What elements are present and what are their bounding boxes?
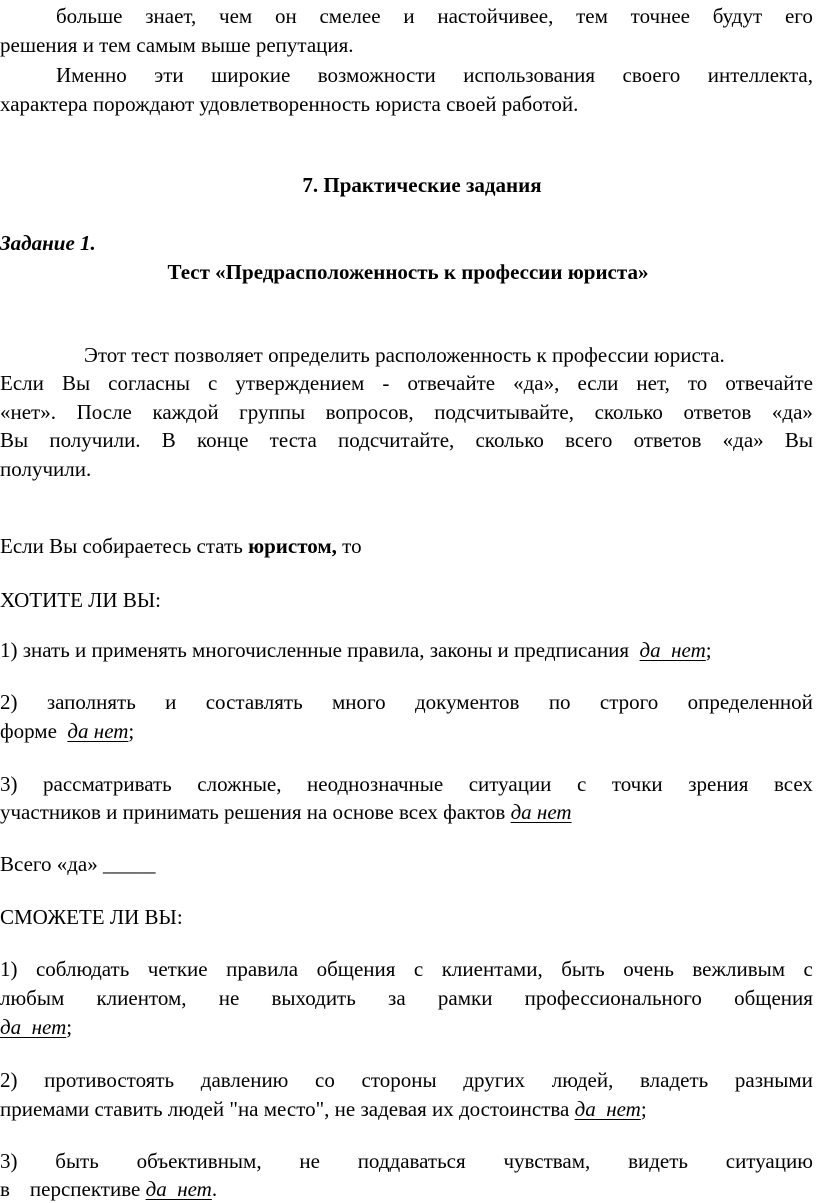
word: объективным, bbox=[136, 1149, 262, 1173]
word: смелее bbox=[319, 4, 381, 28]
lead-bold: юристом, bbox=[248, 534, 337, 558]
word: После bbox=[76, 400, 132, 424]
test-title: Тест «Предрасположенность к профессии юриста» bbox=[167, 260, 649, 284]
word: 3) bbox=[0, 772, 18, 796]
lead-after: то bbox=[336, 534, 362, 558]
word: определенной bbox=[687, 690, 813, 714]
intro-line-4: характера порождают удовлетворенность юриста своей работой. bbox=[0, 92, 579, 116]
instructions-line-1: Этот тест позволяет определить расположенность к профессии юриста. bbox=[84, 343, 725, 367]
question-text: участников и принимать решения на основе всех фактов bbox=[0, 800, 506, 824]
group1-question-3-line-1 bbox=[0, 770, 813, 798]
word: общения bbox=[316, 957, 396, 981]
group2-question-1-line-1 bbox=[0, 955, 813, 983]
word: Если bbox=[0, 371, 44, 395]
word: общения bbox=[734, 986, 813, 1010]
word: Именно bbox=[56, 63, 127, 87]
word: с bbox=[413, 957, 424, 981]
word: использования bbox=[463, 63, 596, 87]
question-text: 1) знать и применять многочисленные правила, законы и предписания bbox=[0, 638, 630, 662]
word: за bbox=[388, 986, 406, 1010]
word: 1) bbox=[0, 957, 18, 981]
punctuation: ; bbox=[640, 1097, 647, 1121]
word: конце bbox=[197, 428, 249, 452]
word: подсчитывайте, bbox=[434, 400, 574, 424]
word: больше bbox=[56, 4, 123, 28]
group2-heading: СМОЖЕТЕ ЛИ ВЫ: bbox=[0, 905, 183, 929]
group1-question-2-line-1 bbox=[0, 688, 813, 716]
group1-heading: ХОТИТЕ ЛИ ВЫ: bbox=[0, 588, 161, 612]
word: противостоять bbox=[44, 1068, 175, 1092]
task-label: Задание 1. bbox=[0, 231, 96, 255]
word: 2) bbox=[0, 1068, 18, 1092]
answer-options[interactable]: да нет bbox=[639, 638, 706, 662]
word: «нет». bbox=[0, 400, 56, 424]
word: утверждением bbox=[235, 371, 365, 395]
word: интеллекта, bbox=[707, 63, 813, 87]
word: 2) bbox=[0, 690, 18, 714]
word: вежливым bbox=[692, 957, 786, 981]
word: строго bbox=[599, 690, 659, 714]
word: давлению bbox=[200, 1068, 289, 1092]
word: возможности bbox=[317, 63, 436, 87]
word: своего bbox=[622, 63, 681, 87]
word: вопросов, bbox=[325, 400, 414, 424]
instructions-line-3 bbox=[0, 398, 813, 426]
word: рассматривать bbox=[43, 772, 172, 796]
word: не bbox=[218, 986, 240, 1010]
punctuation: ; bbox=[705, 638, 712, 662]
word: правила bbox=[226, 957, 299, 981]
word: документов bbox=[414, 690, 520, 714]
punctuation: ; bbox=[66, 1015, 73, 1039]
word: любым bbox=[0, 986, 65, 1010]
word: и bbox=[403, 4, 415, 28]
word: точки bbox=[611, 772, 663, 796]
group1-question-1 bbox=[0, 636, 816, 664]
group2-question-1-line-2 bbox=[0, 984, 813, 1012]
word: настойчивее, bbox=[437, 4, 554, 28]
group1-question-2-line-2 bbox=[0, 717, 816, 745]
word: заполнять bbox=[46, 690, 136, 714]
word: знает, bbox=[145, 4, 197, 28]
word: его bbox=[784, 4, 813, 28]
question-text: форме bbox=[0, 719, 57, 743]
word: не bbox=[299, 1149, 320, 1173]
lead-sentence bbox=[0, 532, 816, 560]
word: четкие bbox=[147, 957, 208, 981]
word: зрения bbox=[688, 772, 749, 796]
word: всего bbox=[565, 428, 613, 452]
word: подсчитайте, bbox=[338, 428, 455, 452]
word: ответов bbox=[683, 400, 752, 424]
punctuation: ; bbox=[128, 719, 135, 743]
word: рамки bbox=[437, 986, 493, 1010]
group2-question-3-line-2 bbox=[0, 1175, 816, 1203]
word: ситуации bbox=[468, 772, 552, 796]
instructions-line-5: получили. bbox=[0, 457, 92, 481]
word: нет, bbox=[636, 371, 670, 395]
word: точнее bbox=[630, 4, 690, 28]
word: видеть bbox=[628, 1149, 688, 1173]
word: владеть bbox=[640, 1068, 709, 1092]
word: профессионального bbox=[524, 986, 702, 1010]
word: Вы bbox=[0, 428, 29, 452]
word: он bbox=[274, 4, 297, 28]
question-prefix: в bbox=[0, 1177, 10, 1201]
word: «да» bbox=[722, 428, 764, 452]
word: очень bbox=[623, 957, 674, 981]
word: клиентами, bbox=[441, 957, 543, 981]
word: чем bbox=[219, 4, 253, 28]
word: и bbox=[165, 690, 177, 714]
word: всех bbox=[774, 772, 813, 796]
word: людей, bbox=[551, 1068, 614, 1092]
word: неоднозначные bbox=[307, 772, 444, 796]
word: сколько bbox=[475, 428, 544, 452]
word: быть bbox=[55, 1149, 99, 1173]
word: то bbox=[687, 371, 708, 395]
word: со bbox=[315, 1068, 335, 1092]
lead-before: Если Вы собираетесь стать bbox=[0, 534, 249, 558]
word: «да» bbox=[771, 400, 813, 424]
section-heading: 7. Практические задания bbox=[302, 173, 542, 197]
word: разными bbox=[734, 1068, 813, 1092]
word: ситуацию bbox=[725, 1149, 813, 1173]
word: чувствам, bbox=[503, 1149, 591, 1173]
word: широкие bbox=[211, 63, 291, 87]
word: - bbox=[382, 371, 390, 395]
word: клиентом, bbox=[96, 986, 187, 1010]
word: стороны bbox=[361, 1068, 437, 1092]
group1-question-3-line-2 bbox=[0, 798, 816, 826]
instructions-line-2 bbox=[0, 369, 813, 397]
word: если bbox=[577, 371, 619, 395]
word: группы bbox=[239, 400, 306, 424]
word: В bbox=[161, 428, 176, 452]
intro-line-2: решения и тем самым выше репутация. bbox=[0, 33, 354, 57]
word: соблюдать bbox=[35, 957, 130, 981]
group2-question-3-line-1 bbox=[0, 1147, 813, 1175]
word: теста bbox=[269, 428, 317, 452]
answer-options[interactable]: да нет bbox=[574, 1097, 641, 1121]
instructions-line-4 bbox=[0, 426, 813, 454]
word: каждой bbox=[152, 400, 219, 424]
group2-question-2-line-2 bbox=[0, 1095, 816, 1123]
question-text: приемами ставить людей "на место", не задевая их достоинства bbox=[0, 1097, 570, 1121]
answer-options[interactable]: да нет bbox=[67, 719, 129, 743]
word: сколько bbox=[594, 400, 663, 424]
word: сложные, bbox=[197, 772, 282, 796]
word: будут bbox=[712, 4, 763, 28]
word: тем bbox=[576, 4, 608, 28]
word: согласны bbox=[108, 371, 190, 395]
group1-total: Всего «да» _____ bbox=[0, 852, 156, 876]
word: отвечайте bbox=[407, 371, 496, 395]
word: 3) bbox=[0, 1149, 18, 1173]
group2-question-2-line-1 bbox=[0, 1066, 813, 1094]
answer-options[interactable]: да нет bbox=[0, 1015, 67, 1039]
word: получили. bbox=[49, 428, 141, 452]
word: «да», bbox=[513, 371, 560, 395]
group2-question-1-line-3 bbox=[0, 1013, 816, 1041]
intro-line-1 bbox=[56, 2, 813, 30]
word: быть bbox=[561, 957, 605, 981]
word: выходить bbox=[271, 986, 356, 1010]
word: других bbox=[463, 1068, 526, 1092]
word: составлять bbox=[205, 690, 303, 714]
word: с bbox=[803, 957, 813, 981]
punctuation: . bbox=[211, 1177, 218, 1201]
word: отвечайте bbox=[725, 371, 813, 395]
answer-options[interactable]: да нет bbox=[510, 800, 572, 824]
word: с bbox=[208, 371, 218, 395]
intro-line-3 bbox=[56, 61, 813, 89]
question-text: перспективе bbox=[29, 1177, 141, 1201]
word: много bbox=[332, 690, 386, 714]
word: поддаваться bbox=[357, 1149, 466, 1173]
answer-options[interactable]: да нет bbox=[145, 1177, 212, 1201]
word: ответов bbox=[633, 428, 702, 452]
word: по bbox=[548, 690, 571, 714]
word: Вы bbox=[784, 428, 813, 452]
word: с bbox=[576, 772, 587, 796]
word: Вы bbox=[61, 371, 91, 395]
word: эти bbox=[154, 63, 184, 87]
